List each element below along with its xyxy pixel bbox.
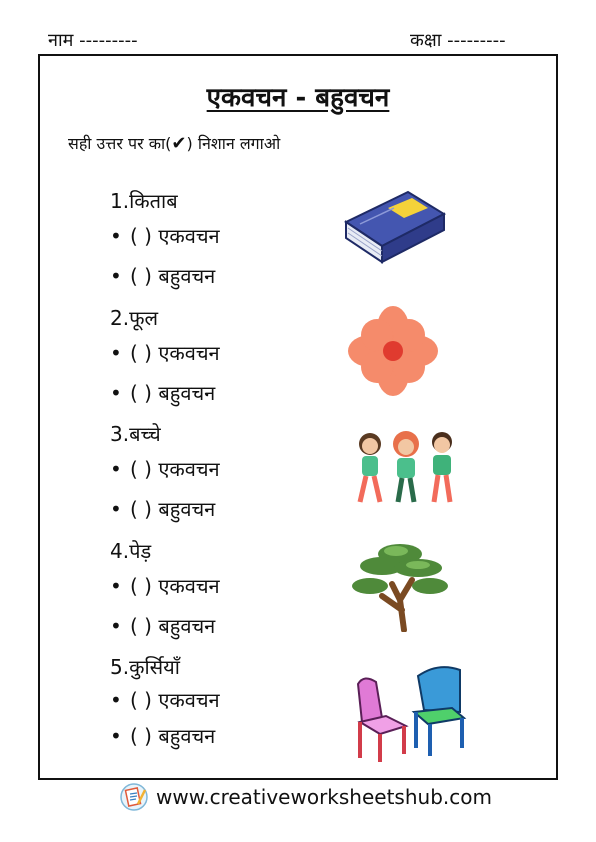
question-2 (110, 303, 330, 413)
option-singular[interactable]: • ( ) एकवचन (110, 333, 330, 373)
question-number: 5. (110, 655, 130, 679)
bullet: • (110, 341, 122, 365)
question-5 (110, 652, 330, 754)
question-number: 1. (110, 189, 130, 213)
question-word: पेड़ (129, 539, 152, 563)
children-icon (352, 428, 464, 512)
bullet: • (110, 574, 122, 598)
worksheet-title: एकवचन - बहुवचन (206, 83, 390, 113)
question-number: 3. (110, 422, 130, 446)
question-word: बच्चे (129, 422, 161, 446)
bullet: • (110, 688, 122, 712)
option-singular[interactable]: • ( ) एकवचन (110, 216, 330, 256)
book-icon (338, 186, 448, 271)
question-word: किताब (129, 189, 178, 213)
bullet: • (110, 381, 122, 405)
option-singular[interactable]: • ( ) एकवचन (110, 449, 330, 489)
worksheet-frame (38, 54, 558, 780)
option-plural[interactable]: • ( ) बहुवचन (110, 256, 330, 296)
bullet: • (110, 724, 122, 748)
option-plural[interactable]: • ( ) बहुवचन (110, 373, 330, 413)
question-number: 2. (110, 306, 130, 330)
bullet: • (110, 614, 122, 638)
question-3 (110, 419, 330, 529)
question-1 (110, 186, 330, 296)
instruction-after: ) निशान लगाओ (186, 134, 281, 153)
instruction-text (68, 132, 280, 154)
question-word: फूल (129, 306, 159, 330)
checkmark-icon: ✔ (171, 133, 187, 154)
bullet: • (110, 264, 122, 288)
worksheet-logo-icon (118, 782, 150, 812)
footer (118, 782, 492, 812)
flower-icon (348, 306, 438, 396)
question-number: 4. (110, 539, 130, 563)
question-4 (110, 536, 330, 646)
class-label: कक्षा --------- (410, 30, 506, 51)
option-singular[interactable]: • ( ) एकवचन (110, 566, 330, 606)
tree-icon (352, 540, 452, 632)
name-label: नाम --------- (48, 30, 138, 51)
instruction-before: सही उत्तर पर का( (68, 134, 172, 153)
option-plural[interactable]: • ( ) बहुवचन (110, 489, 330, 529)
option-plural[interactable]: • ( ) बहुवचन (110, 718, 330, 754)
option-singular[interactable]: • ( ) एकवचन (110, 682, 330, 718)
bullet: • (110, 224, 122, 248)
chairs-icon (352, 660, 468, 764)
option-plural[interactable]: • ( ) बहुवचन (110, 606, 330, 646)
footer-url[interactable]: www.creativeworksheetshub.com (156, 785, 492, 809)
bullet: • (110, 497, 122, 521)
question-word: कुर्सियाँ (129, 655, 180, 679)
bullet: • (110, 457, 122, 481)
